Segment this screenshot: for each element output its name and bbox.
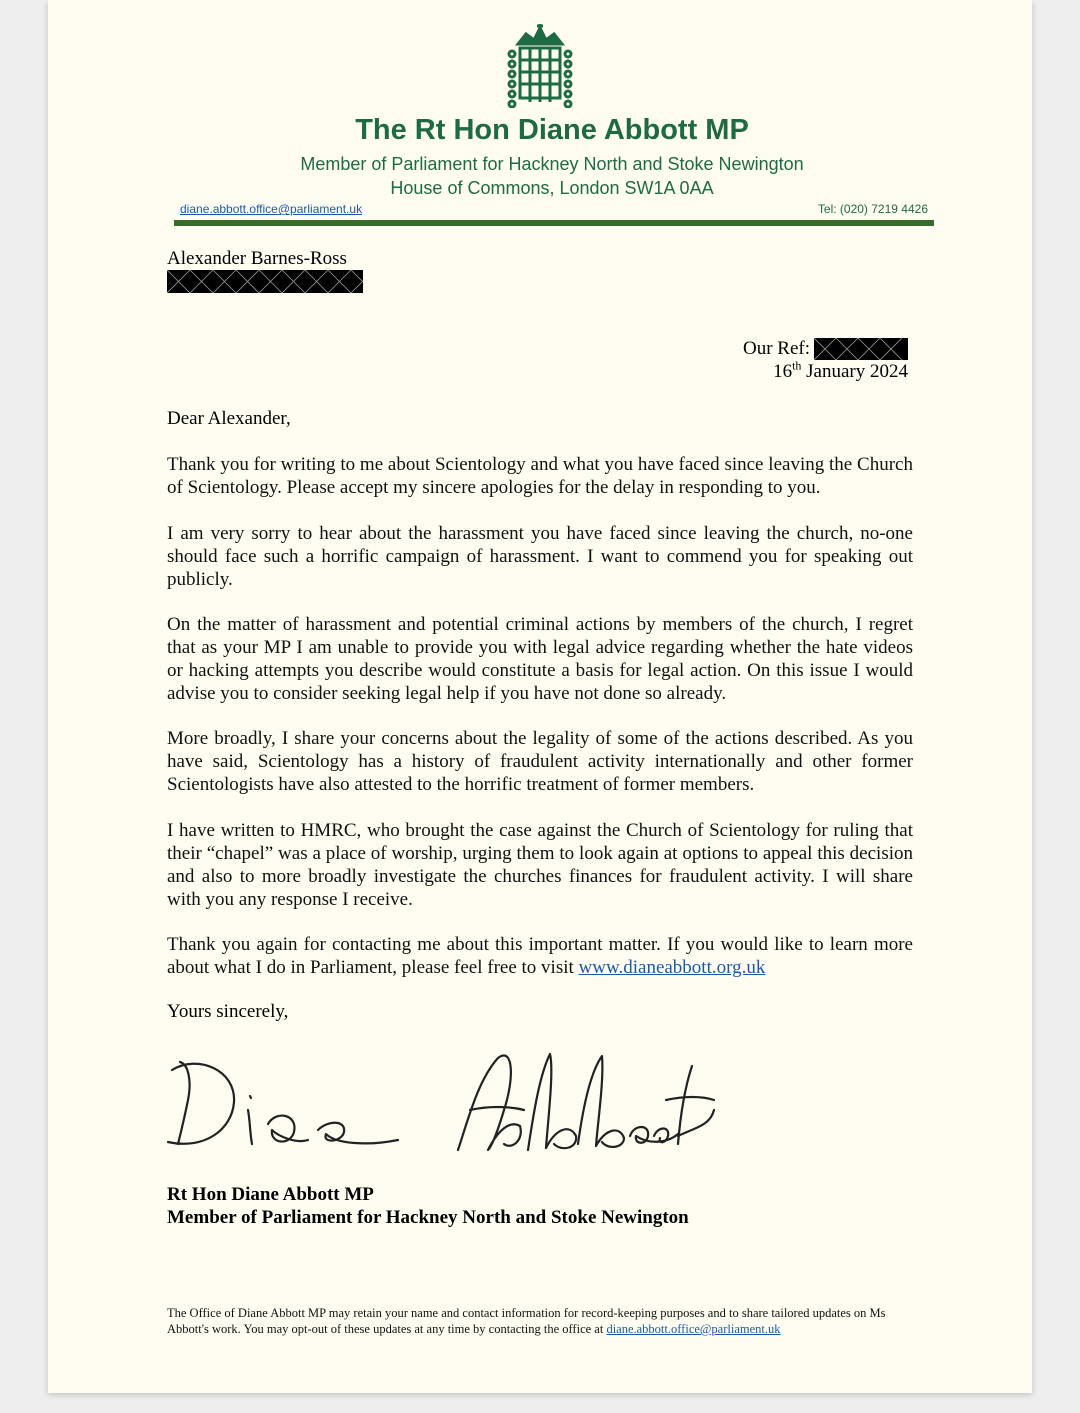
portcullis-crest-icon <box>504 22 576 108</box>
letter-date <box>608 358 908 384</box>
paragraph: I have written to HMRC, who brought the case against the Church of Scientology for ruling that their “chapel” was a place of worship, urging them to look again at options to appeal this decision and also to more broadly investigate the churches finances for fraudulent activity. I will share with you any response I receive. <box>167 820 913 910</box>
reference-row <box>608 338 908 361</box>
header-divider <box>174 220 934 226</box>
constituency-line: Member of Parliament for Hackney North and Stoke Newington <box>300 154 804 174</box>
redaction-pattern <box>167 270 363 293</box>
recipient-name: Alexander Barnes-Ross <box>167 248 347 269</box>
date-day: 16 <box>773 361 793 382</box>
paragraph: On the matter of harassment and potential criminal actions by members of the church, I regret that as your MP I am unable to provide you with legal advice regarding whether the hate videos or hacking attempts you describe would constitute a basis for legal action. On this issue I would advise you to consider seeking legal help if you have not done so already. <box>167 614 913 704</box>
redaction-pattern <box>814 338 908 360</box>
letter-page <box>48 0 1032 1393</box>
paragraph: I am very sorry to hear about the harassment you have faced since leaving the church, no-one should face such a horrific campaign of harassment. I want to commend you for speaking out publicly. <box>167 523 913 590</box>
handwritten-signature <box>158 1040 718 1162</box>
paragraph: Thank you for writing to me about Scientology and what you have faced since leaving the Church of Scientology. Please accept my sincere apologies for the delay in responding to you. <box>167 454 913 498</box>
redacted-reference <box>814 338 908 360</box>
date-suffix: th <box>792 358 802 373</box>
paragraph: More broadly, I share your concerns about the legality of some of the actions described. As you have said, Scientology has a history of fraudulent activity internationally and other former Scientologists have also attested to the horrific treatment of former members. <box>167 728 913 795</box>
signatory-name: Rt Hon Diane Abbott MP <box>167 1184 374 1205</box>
date-rest: January 2024 <box>801 361 908 382</box>
address-line: House of Commons, London SW1A 0AA <box>390 178 714 198</box>
reference-label: Our Ref: <box>742 338 810 359</box>
mp-title: The Rt Hon Diane Abbott MP <box>355 114 749 146</box>
closing-paragraph <box>167 933 913 979</box>
footer-text: The Office of Diane Abbott MP may retain your name and contact information for record-keeping purposes and to share tailored updates on Ms Abbott's work. You may opt-out of these updates at any time by contacting the office at <box>167 1306 886 1336</box>
closing-paragraph-text: Thank you again for contacting me about this important matter. If you would like to learn more about what I do in Parliament, please feel free to visit <box>167 934 913 978</box>
footer-email-link[interactable]: diane.abbott.office@parliament.uk <box>606 1322 781 1336</box>
telephone-number: Tel: (020) 7219 4426 <box>817 202 928 216</box>
redacted-address-block <box>167 270 363 293</box>
reference-block <box>608 338 908 384</box>
signatory-role: Member of Parliament for Hackney North and Stoke Newington <box>167 1207 689 1228</box>
office-email-link[interactable]: diane.abbott.office@parliament.uk <box>180 202 363 216</box>
salutation: Dear Alexander, <box>167 408 291 429</box>
website-link[interactable]: www.dianeabbott.org.uk <box>578 957 766 978</box>
valediction: Yours sincerely, <box>167 1001 289 1022</box>
privacy-footer <box>167 1305 917 1337</box>
